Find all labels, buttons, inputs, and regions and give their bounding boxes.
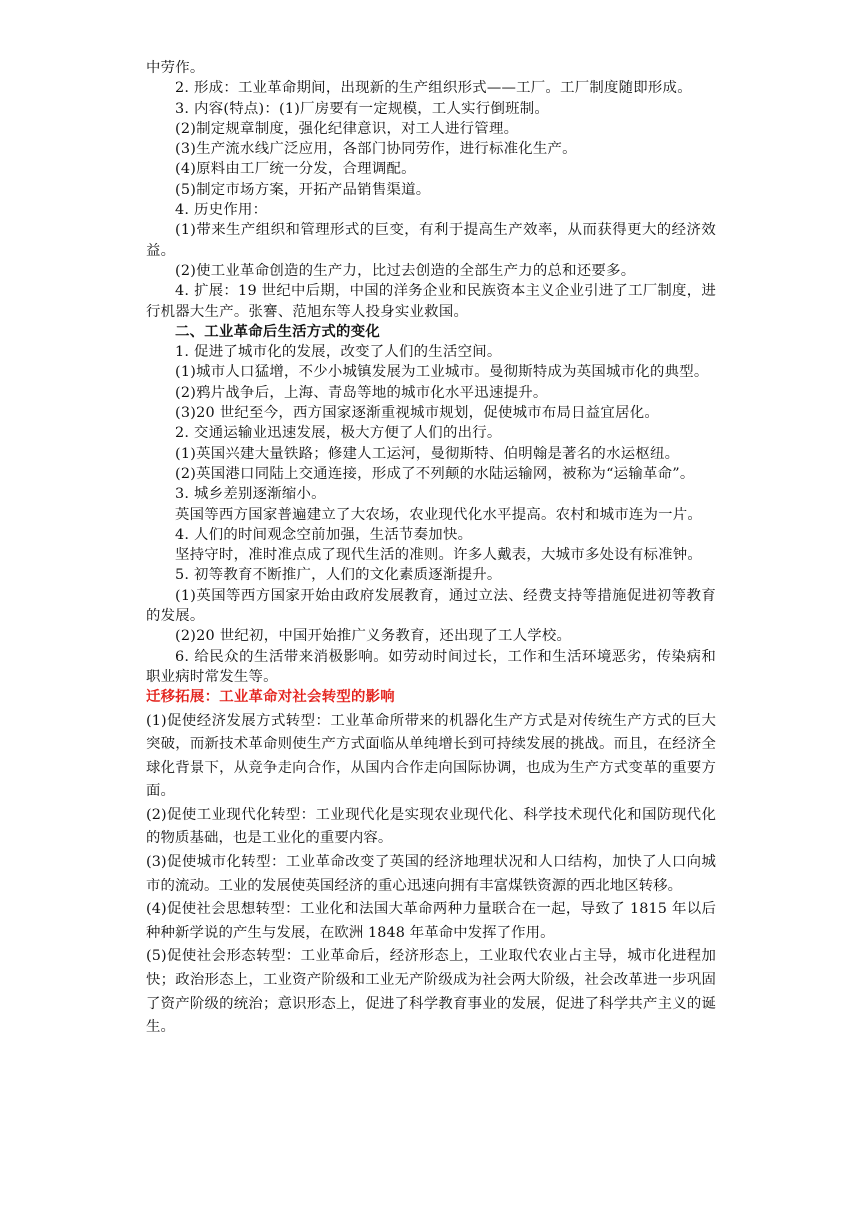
extension-item: (4)促使社会思想转型：工业化和法国大革命两种力量联合在一起，导致了 1815 年以后种种新学说的产生与发展，在欧洲 1848 年革命中发挥了作用。 xyxy=(146,901,716,941)
paragraph: 3. 内容(特点)：(1)厂房要有一定规模，工人实行倒班制。 xyxy=(175,100,550,117)
paragraph: (4)原料由工厂统一分发，合理调配。 xyxy=(175,161,416,178)
paragraph: 6. 给民众的生活带来消极影响。如劳动时间过长，工作和生活环境恶劣，传染病和职业病时常发生等。 xyxy=(146,648,716,685)
paragraph: 3. 城乡差别逐渐缩小。 xyxy=(175,486,326,503)
paragraph: 4. 人们的时间观念空前加强，生活节奏加快。 xyxy=(175,526,473,543)
paragraph: (2)制定规章制度，强化纪律意识，对工人进行管理。 xyxy=(175,120,519,137)
extension-item: (2)促使工业现代化转型：工业现代化是实现农业现代化、科学技术现代化和国防现代化的物质基础，也是工业化的重要内容。 xyxy=(146,806,716,847)
paragraph: (1)带来生产组织和管理形式的巨变，有利于提高生产效率，从而获得更大的经济效益。 xyxy=(146,222,716,259)
paragraph: (1)英国等西方国家开始由政府发展教育，通过立法、经费支持等措施促进初等教育的发展。 xyxy=(146,587,716,625)
paragraph: 中劳作。 xyxy=(146,60,205,76)
paragraph: (2)使工业革命创造的生产力，比过去创造的全部生产力的总和还要多。 xyxy=(175,262,636,279)
paragraph: (2)英国港口同陆上交通连接，形成了不列颠的水陆运输网，被称为“运输革命”。 xyxy=(175,465,695,482)
extension-item: (1)促使经济发展方式转型：工业革命所带来的机器化生产方式是对传统生产方式的巨大突破，而新技术革命则使生产方式面临从单纯增长到可持续发展的挑战。而且，在经济全球化背景下，从竞争走向合作，从国内合作走向国际协调，也成为生产方式变革的重要方面。 xyxy=(146,712,716,800)
document-body xyxy=(146,58,716,1040)
extension-item: (3)促使城市化转型：工业革命改变了英国的经济地理状况和人口结构，加快了人口向城市的流动。工业的发展使英国经济的重心迅速向拥有丰富煤铁资源的西北地区转移。 xyxy=(146,854,716,894)
paragraph: (3)生产流水线广泛应用，各部门协同劳作，进行标准化生产。 xyxy=(175,141,577,158)
extension-list xyxy=(146,710,716,1040)
extension-title: 迁移拓展：工业革命对社会转型的影响 xyxy=(146,688,395,706)
paragraph: 1. 促进了城市化的发展，改变了人们的生活空间。 xyxy=(175,344,502,361)
paragraph: (2)20 世纪初，中国开始推广义务教育，还出现了工人学校。 xyxy=(175,628,572,645)
paragraph: 5. 初等教育不断推广，人们的文化素质逐渐提升。 xyxy=(175,567,502,584)
extension-item: (5)促使社会形态转型：工业革命后，经济形态上，工业取代农业占主导，城市化进程加快；政治形态上，工业资产阶级和工业无产阶级成为社会两大阶级，社会改革进一步巩固了资产阶级的统治；意识形态上，促进了科学教育事业的发展，促进了科学共产主义的诞生。 xyxy=(146,948,716,1036)
paragraph: (3)20 世纪至今，西方国家逐渐重视城市规划，促使城市布局日益宜居化。 xyxy=(175,405,659,422)
paragraph: 坚持守时，准时准点成了现代生活的准则。许多人戴表，大城市多处设有标准钟。 xyxy=(175,547,703,564)
paragraph: (1)英国兴建大量铁路；修建人工运河，曼彻斯特、伯明翰是著名的水运枢纽。 xyxy=(175,445,680,462)
paragraph: 4. 历史作用： xyxy=(175,202,268,219)
paragraph: 2. 交通运输业迅速发展，极大方便了人们的出行。 xyxy=(175,425,502,442)
paragraph: 4. 扩展：19 世纪中后期，中国的洋务企业和民族资本主义企业引进了工厂制度，进行机器大生产。张謇、范旭东等人投身实业救国。 xyxy=(146,283,716,320)
paragraph: (2)鸦片战争后，上海、青岛等地的城市化水平迅速提升。 xyxy=(175,384,548,401)
paragraph: 英国等西方国家普遍建立了大农场，农业现代化水平提高。农村和城市连为一片。 xyxy=(175,506,703,523)
section-heading: 二、工业革命后生活方式的变化 xyxy=(175,322,380,340)
paragraph: (1)城市人口猛增，不少小城镇发展为工业城市。曼彻斯特成为英国城市化的典型。 xyxy=(175,364,709,381)
paragraph: (5)制定市场方案，开拓产品销售渠道。 xyxy=(175,181,431,198)
paragraph: 2. 形成：工业革命期间，出现新的生产组织形式——工厂。工厂制度随即形成。 xyxy=(175,80,692,97)
